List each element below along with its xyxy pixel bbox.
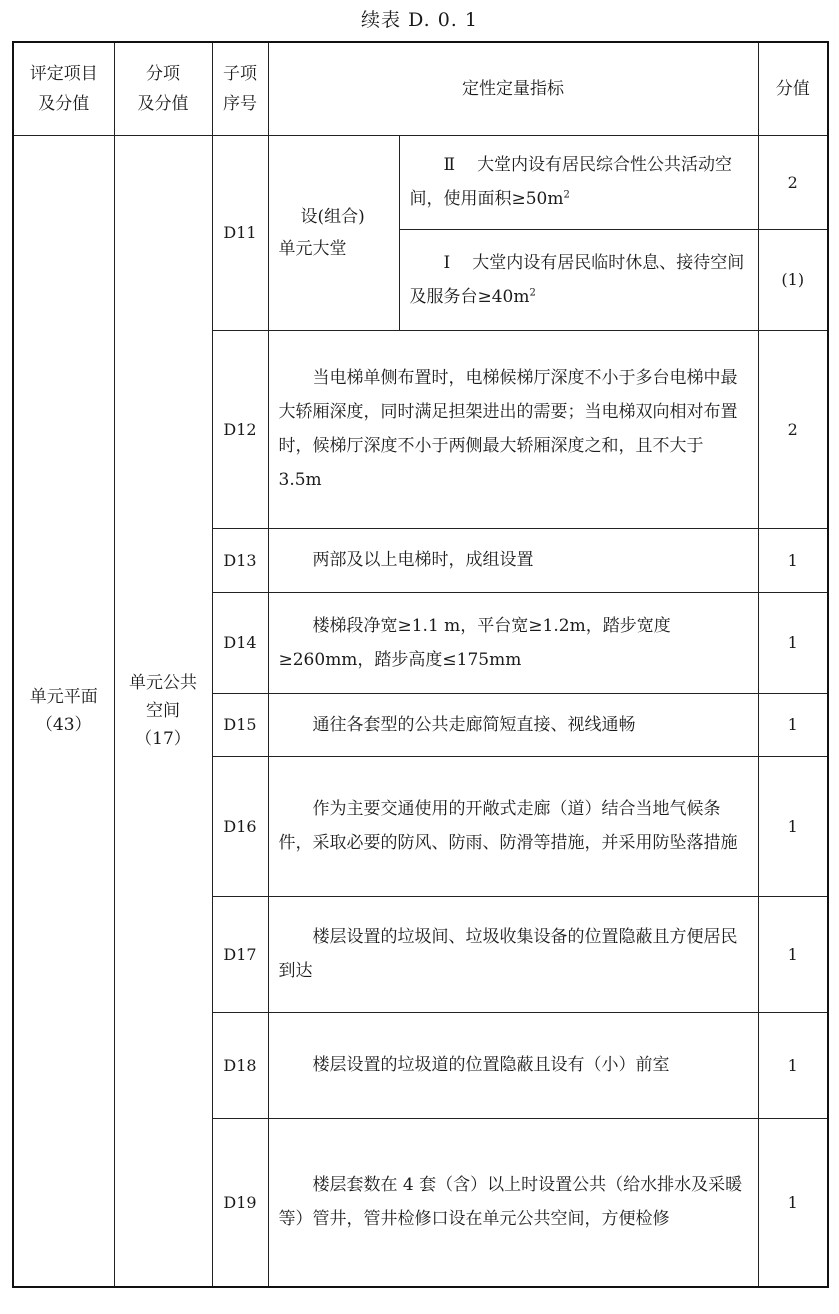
d11-option-2	[399, 135, 758, 229]
code-d15: D15	[212, 693, 268, 756]
evaluation-table	[12, 41, 829, 1288]
subitem-cell	[114, 135, 212, 1287]
item-name: 单元平面	[29, 686, 98, 707]
header-item: 评定项目 及分值	[13, 42, 114, 135]
indicator-d19: 楼层套数在 4 套（含）以上时设置公共（给水排水及采暖等）管井，管井检修口设在单元公共空间，方便检修	[268, 1118, 758, 1287]
indicator-d14: 楼梯段净宽≥1.1 m，平台宽≥1.2m，踏步宽度≥260mm，踏步高度≤175mm	[268, 592, 758, 693]
d11-option-2-score: 2	[758, 135, 828, 229]
code-d18: D18	[212, 1012, 268, 1118]
table-row	[13, 135, 828, 229]
header-code: 子项 序号	[212, 42, 268, 135]
header-row	[13, 42, 828, 135]
score-d18: 1	[758, 1012, 828, 1118]
score-d19: 1	[758, 1118, 828, 1287]
d11-label-line2: 单元大堂	[278, 238, 347, 259]
indicator-d18: 楼层设置的垃圾道的位置隐蔽且设有（小）前室	[268, 1012, 758, 1118]
code-d19: D19	[212, 1118, 268, 1287]
table-caption: 续表 D. 0. 1	[361, 9, 478, 31]
code-d14: D14	[212, 592, 268, 693]
code-d13: D13	[212, 528, 268, 592]
score-d12: 2	[758, 330, 828, 528]
code-d11: D11	[212, 135, 268, 330]
item-cell	[13, 135, 114, 1287]
score-d15: 1	[758, 693, 828, 756]
score-d17: 1	[758, 896, 828, 1012]
code-d16: D16	[212, 756, 268, 896]
d11-option-1	[399, 229, 758, 330]
indicator-d17: 楼层设置的垃圾间、垃圾收集设备的位置隐蔽且方便居民到达	[268, 896, 758, 1012]
subitem-name-line2: 空间	[146, 700, 180, 721]
d11-label	[268, 135, 399, 330]
roman-2: Ⅱ	[443, 155, 456, 175]
d11-option-1-score: (1)	[758, 229, 828, 330]
indicator-d12: 当电梯单侧布置时，电梯候梯厅深度不小于多台电梯中最大轿厢深度，同时满足担架进出的需要；当电梯双向相对布置时，候梯厅深度不小于两侧最大轿厢深度之和，且不大于 3.5m	[268, 330, 758, 528]
d11-option-1-text: 大堂内设有居民临时休息、接待空间及服务台≥40m	[409, 252, 745, 307]
score-d14: 1	[758, 592, 828, 693]
header-indicator: 定性定量指标	[268, 42, 758, 135]
score-d13: 1	[758, 528, 828, 592]
roman-1: Ⅰ	[443, 252, 451, 273]
d11-option-1-sup: 2	[529, 286, 536, 298]
code-d17: D17	[212, 896, 268, 1012]
d11-option-2-sup: 2	[563, 189, 570, 201]
score-d16: 1	[758, 756, 828, 896]
subitem-name-line1: 单元公共	[129, 672, 197, 693]
d11-option-2-text: 大堂内设有居民综合性公共活动空间，使用面积≥50m	[409, 155, 733, 209]
d11-label-line1: 设(组合)	[300, 206, 365, 227]
code-d12: D12	[212, 330, 268, 528]
indicator-d13: 两部及以上电梯时，成组设置	[268, 528, 758, 592]
header-subitem: 分项 及分值	[114, 42, 212, 135]
indicator-d16: 作为主要交通使用的开敞式走廊（道）结合当地气候条件，采取必要的防风、防雨、防滑等措施，并采用防坠落措施	[268, 756, 758, 896]
header-score: 分值	[758, 42, 828, 135]
item-score: （43）	[35, 714, 92, 735]
indicator-d15: 通往各套型的公共走廊简短直接、视线通畅	[268, 693, 758, 756]
subitem-score: （17）	[135, 728, 191, 749]
